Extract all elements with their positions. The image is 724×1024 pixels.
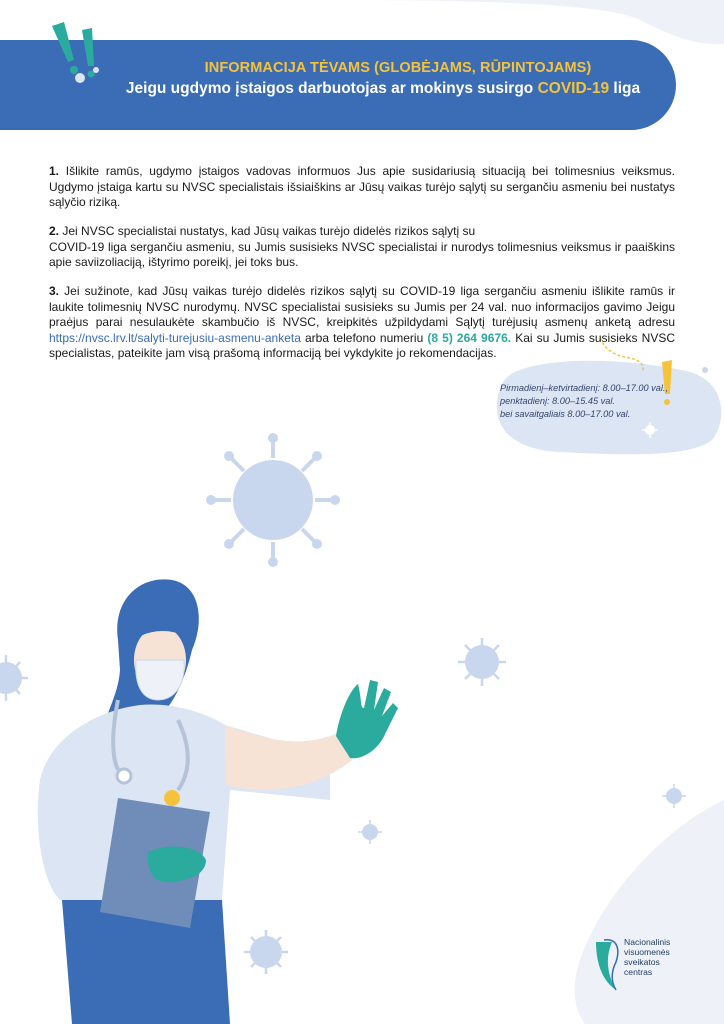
hours-line: penktadienį: 8.00–15.45 val. [500, 396, 615, 406]
phone-number[interactable]: (8 5) 264 9676. [427, 330, 512, 345]
subtitle-text: Jeigu ugdymo įstaigos darbuotojas ar mokinys susirgo [125, 80, 538, 97]
paragraph-text: Kai su Jumis susisieks NVSC specialistas, pateikite jam visą prašomą informaciją bei vykdykite jo rekomendacijas. [49, 330, 675, 361]
logo-line: visuomenės [624, 947, 670, 957]
banner-title: INFORMACIJA TĖVAMS (GLOBĖJAMS, RŪPINTOJAMS) [204, 60, 592, 76]
hours-line: bei savaitgaliais 8.00–17.00 val. [500, 409, 631, 419]
item-number: 2. [49, 224, 60, 238]
paragraph-text-rest: COVID-19 liga sergančiu asmeniu, su Jumis susisieks NVSC specialistai ir nurodys tolimesnius veiksmus ir paaiškins apie saviizoliaciją, ištyrimo poreikį, jei toks bus. [49, 239, 675, 270]
survey-link[interactable]: https://nvsc.lrv.lt/salyti-turejusiu-asmenu-anketa [49, 330, 301, 345]
logo-line: centras [624, 967, 653, 977]
nvsc-logo-text [624, 937, 670, 977]
logo-line: sveikatos [624, 957, 660, 967]
logo-line: Nacionalinis [624, 937, 671, 947]
paragraph-text: Išlikite ramūs, ugdymo įstaigos vadovas informuos Jus apie susidariusią situaciją bei tolimesnius veiksmus. Ugdymo įstaiga kartu su NVSC specialistais išsiaiškins ar Jūsų vaikas turėjo sąlytį su sergančiu asmeniu bei nustatys sąlyčio riziką. [49, 164, 675, 210]
subtitle-end: liga [609, 80, 641, 97]
paragraph-text: arba telefono numeriu [300, 330, 428, 345]
subtitle-highlight: COVID-19 [537, 80, 610, 97]
paragraph-text: Jei sužinote, kad Jūsų vaikas turėjo didelės rizikos sąlytį su COVID-19 liga sergančiu asmeniu išlikite ramūs ir laukite tolimesnių NVSC nurodymų. NVSC specialistai susisieks su Jumis per 24 val. nuo informacijos gavimo Jeigu praėjus parai nesulaukėte skambučio iš NVSC, kreipkitės užpildydami Sąlytį turėjusių asmenų anketą adresu [49, 284, 675, 330]
paragraph-text: Jei NVSC specialistai nustatys, kad Jūsų vaikas turėjo didelės rizikos sąlytį su [59, 224, 476, 238]
item-number: 1. [49, 164, 60, 178]
item-number: 3. [49, 284, 60, 298]
hours-line: Pirmadienį–ketvirtadienį: 8.00–17.00 val., [500, 383, 669, 393]
